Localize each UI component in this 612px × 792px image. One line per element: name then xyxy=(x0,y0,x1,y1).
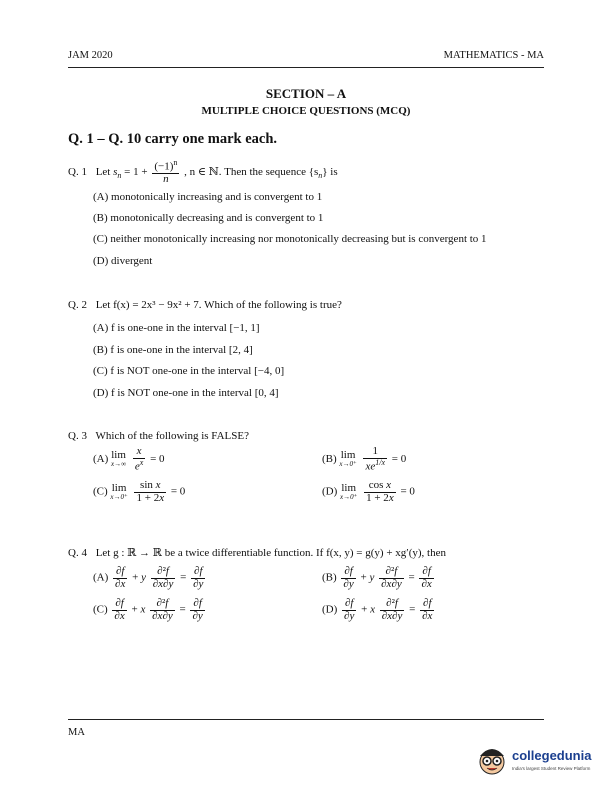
collegedunia-logo xyxy=(472,740,602,784)
question-3 xyxy=(68,430,249,444)
q2-option-c: (C) f is NOT one-one in the interval [−4, 0] xyxy=(93,365,285,377)
mascot-icon xyxy=(474,740,510,780)
footer-divider xyxy=(68,719,544,720)
q1-option-a: (A) monotonically increasing and is convergent to 1 xyxy=(93,191,323,203)
q3-option-d: (D) lim x→0⁺ $\frac{\text{cos x}}{1 + 2x}$ = 0 xyxy=(322,479,415,504)
logo-tagline: India's largest Student Review Platform xyxy=(512,766,591,771)
q3-label-a: (A) xyxy=(93,452,109,465)
header-exam-name: JAM 2020 xyxy=(68,50,113,61)
question-1: Q. 1 Let $s_n = 1$ + $\frac{(-1)^n}{n}$ , n ∈ ℕ. Then the sequence $\{s_n\}$ is xyxy=(68,158,338,186)
question-1-stem-c: } is xyxy=(322,165,338,178)
question-1-stem-b: , n ∈ ℕ. Then the sequence {s xyxy=(184,165,319,178)
q2-option-a: (A) f is one-one in the interval [−1, 1] xyxy=(93,322,260,334)
question-2-stem: Let f(x) = 2x³ − 9x² + 7. Which of the following is true? xyxy=(95,299,342,311)
question-2 xyxy=(68,299,342,313)
question-2-number: Q. 2 xyxy=(68,299,87,311)
question-1-number: Q. 1 xyxy=(68,165,87,178)
q1-option-d: (D) divergent xyxy=(93,255,153,267)
q4-option-a: (A) $\frac{\partial f}{\partial x}$ + y $\frac{\text{∂²f}}{\partial x\partial y}$ = $\frac{\partial f}{\partial y}$ xyxy=(93,565,204,590)
footer-subject-code: MA xyxy=(68,727,85,738)
q4-label-d: (D) xyxy=(322,603,338,616)
header-subject: MATHEMATICS - MA xyxy=(443,50,544,61)
q4-label-b: (B) xyxy=(322,571,337,584)
question-3-number: Q. 3 xyxy=(68,430,87,442)
question-4-number: Q. 4 xyxy=(68,547,87,559)
q1-option-c: (C) neither monotonically increasing nor monotonically decreasing but is convergent to 1 xyxy=(93,233,487,245)
question-4-stem: Let g : ℝ → ℝ be a twice differentiable function. If f(x, y) = g(y) + xg′(y), then xyxy=(95,547,446,559)
marks-note: Q. 1 – Q. 10 carry one mark each. xyxy=(68,131,278,147)
q1-option-b: (B) monotonically decreasing and is convergent to 1 xyxy=(93,212,324,224)
q3-option-c: (C) lim x→0⁺ $\frac{\text{sin x}}{1 + 2x}$ = 0 xyxy=(93,479,186,504)
section-subtitle: MULTIPLE CHOICE QUESTIONS (MCQ) xyxy=(201,105,411,117)
question-3-stem: Which of the following is FALSE? xyxy=(95,430,249,442)
q4-option-d: (D) $\frac{\partial f}{\partial y}$ + x $\frac{\text{∂²f}}{\partial x\partial y}$ = $\frac{\partial f}{\partial x}$ xyxy=(322,597,433,622)
question-1-stem-a: Let xyxy=(95,165,114,178)
section-title: SECTION – A xyxy=(265,86,347,101)
question-4 xyxy=(68,547,446,561)
q3-option-a: (A) lim x→∞ $\frac{x}{e^x}$ = 0 xyxy=(93,445,165,473)
q4-option-b: (B) $\frac{\partial f}{\partial y}$ + y $\frac{\text{∂²f}}{\partial x\partial y}$ = $\frac{\partial f}{\partial x}$ xyxy=(322,565,432,590)
q3-option-b: (B) lim x→0⁺ $\frac{1}{xe^{1/x}}$ = 0 xyxy=(322,445,407,473)
q4-option-c: (C) $\frac{\partial f}{\partial x}$ + x $\frac{\text{∂²f}}{\partial x\partial y}$ = $\frac{\partial f}{\partial y}$ xyxy=(93,597,203,622)
header-divider xyxy=(68,67,544,68)
q3-label-c: (C) xyxy=(93,485,108,498)
q4-label-c: (C) xyxy=(93,603,108,616)
q3-label-d: (D) xyxy=(322,485,338,498)
q1-fraction: $\frac{(-1)^n}{n}$ xyxy=(154,158,178,186)
q4-label-a: (A) xyxy=(93,571,109,584)
q2-option-b: (B) f is one-one in the interval [2, 4] xyxy=(93,344,253,356)
logo-wordmark: collegedunia xyxy=(512,748,592,763)
q3-label-b: (B) xyxy=(322,452,337,465)
q2-option-d: (D) f is NOT one-one in the interval [0, 4] xyxy=(93,387,279,399)
